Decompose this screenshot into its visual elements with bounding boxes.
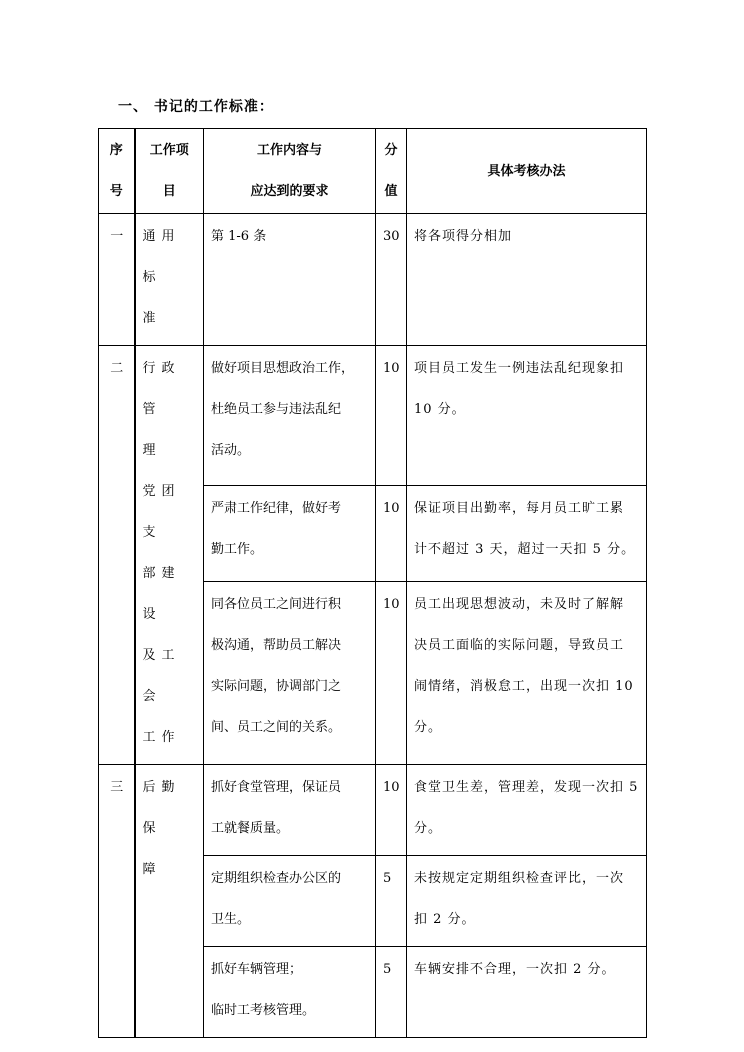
method-cell: 将各项得分相加: [407, 214, 647, 346]
header-seq: 序 号: [99, 129, 135, 214]
score-cell: 5: [376, 856, 407, 947]
section-heading: 一、 书记的工作标准：: [118, 99, 274, 115]
header-item: 工作项 目: [135, 129, 204, 214]
content-cell: 严肃工作纪律，做好考 勤工作。: [204, 485, 376, 581]
item-cell: 行政管 理 党团支 部建设 及工会 工作: [135, 346, 204, 765]
seq-cell: 二: [99, 346, 135, 765]
seq-cell: 三: [99, 765, 135, 1038]
score-cell: 30: [376, 214, 407, 346]
header-content: 工作内容与 应达到的要求: [204, 129, 376, 214]
score-cell: 5: [376, 947, 407, 1038]
score-cell: 10: [376, 346, 407, 486]
method-cell: 未按规定定期组织检查评比，一次 扣 2 分。: [407, 856, 647, 947]
table-row: [99, 346, 647, 486]
header-row: [99, 129, 647, 214]
method-cell: 员工出现思想波动，未及时了解解 决员工面临的实际问题，导致员工 闹情绪，消极怠工，出现一次扣 10 分。: [407, 581, 647, 764]
header-score: 分 值: [376, 129, 407, 214]
content-cell: 抓好食堂管理，保证员 工就餐质量。: [204, 765, 376, 856]
header-method: 具体考核办法: [407, 129, 647, 214]
work-standard-table: [98, 128, 647, 1038]
content-cell: 第 1-6 条: [204, 214, 376, 346]
score-cell: 10: [376, 485, 407, 581]
table-row: [99, 765, 647, 856]
content-cell: 做好项目思想政治工作， 杜绝员工参与违法乱纪 活动。: [204, 346, 376, 486]
seq-cell: 一: [99, 214, 135, 346]
method-cell: 项目员工发生一例违法乱纪现象扣 10 分。: [407, 346, 647, 486]
content-cell: 同各位员工之间进行积 极沟通，帮助员工解决 实际问题，协调部门之 间、员工之间的关系。: [204, 581, 376, 764]
content-cell: 定期组织检查办公区的 卫生。: [204, 856, 376, 947]
item-cell: 后勤保 障: [135, 765, 204, 1038]
score-cell: 10: [376, 765, 407, 856]
content-cell: 抓好车辆管理； 临时工考核管理。: [204, 947, 376, 1038]
table-row: [99, 214, 647, 346]
score-cell: 10: [376, 581, 407, 764]
method-cell: 食堂卫生差，管理差，发现一次扣 5 分。: [407, 765, 647, 856]
method-cell: 车辆安排不合理，一次扣 2 分。: [407, 947, 647, 1038]
item-cell: 通用标 准: [135, 214, 204, 346]
method-cell: 保证项目出勤率，每月员工旷工累 计不超过 3 天，超过一天扣 5 分。: [407, 485, 647, 581]
